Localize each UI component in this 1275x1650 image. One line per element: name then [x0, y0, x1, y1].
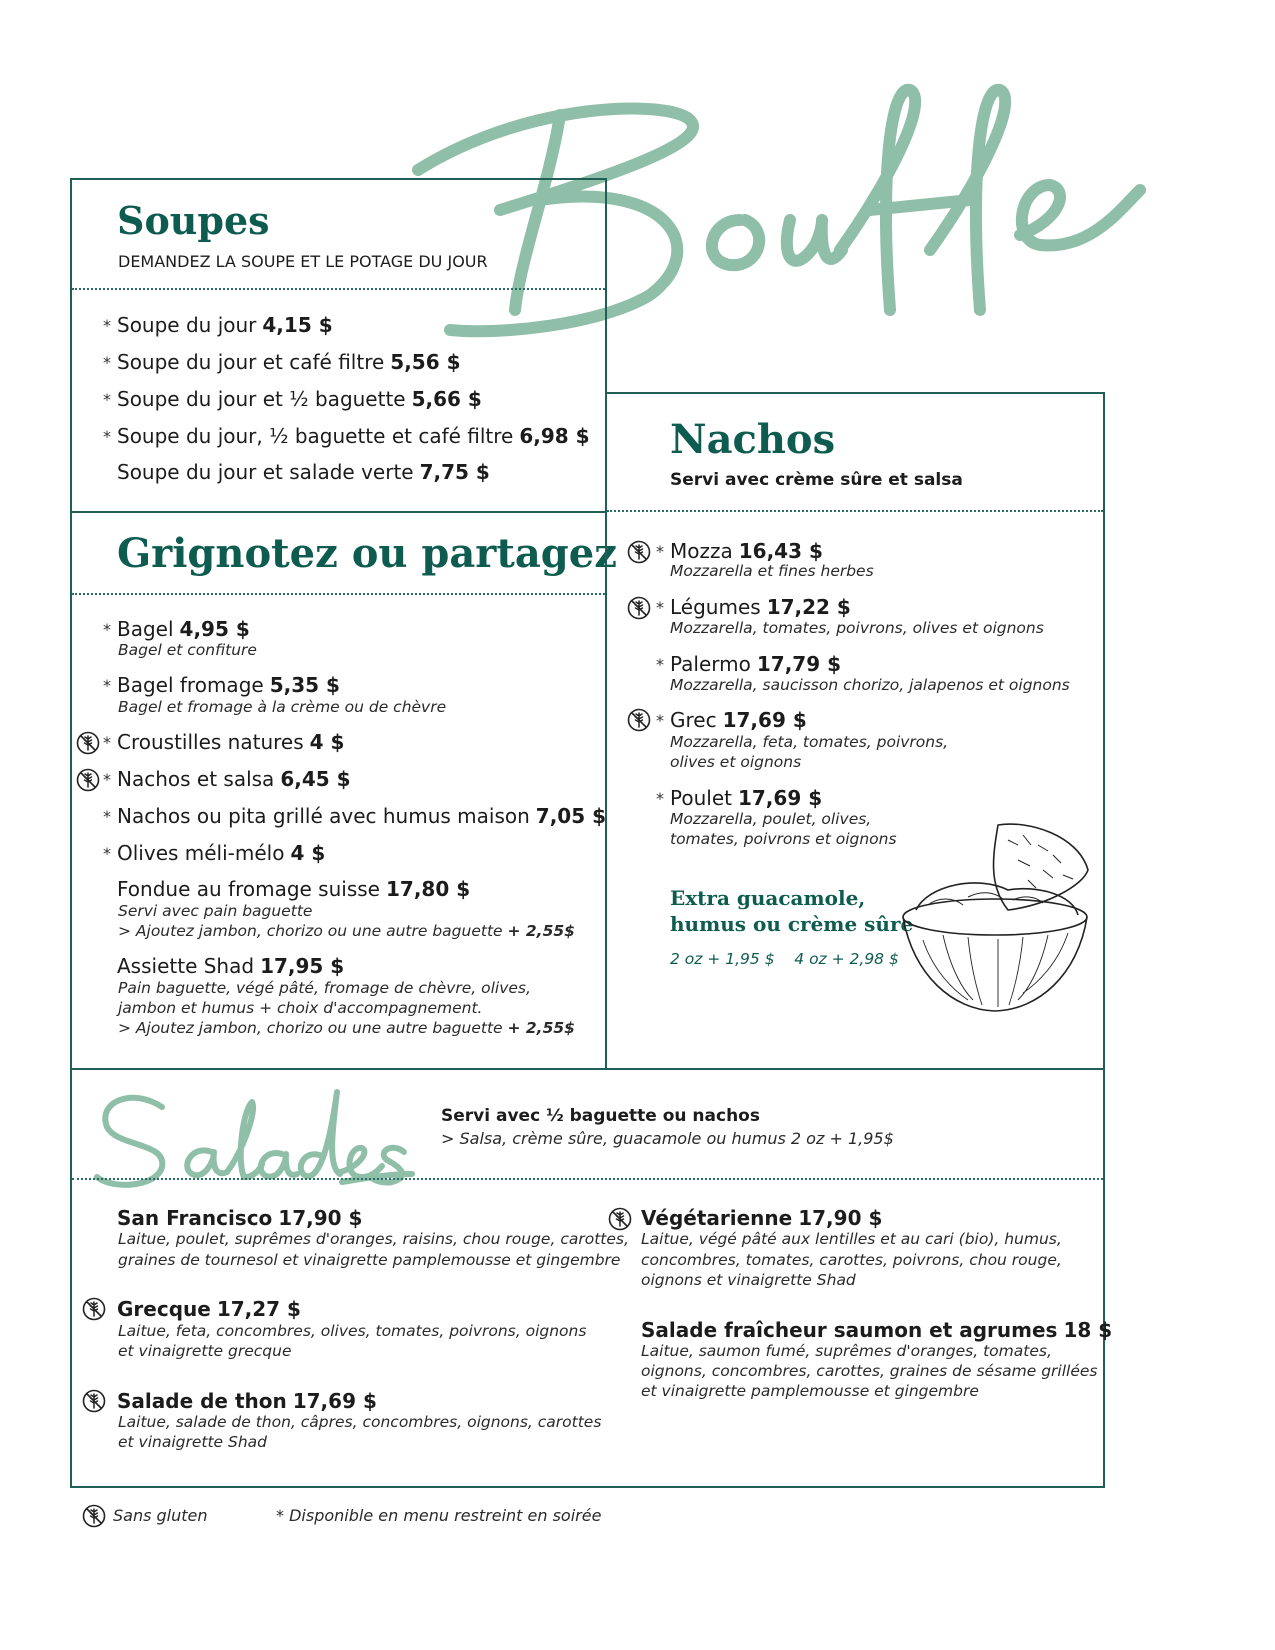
- gluten-free-icon: [82, 1504, 106, 1528]
- salades-subtitle-2: > Salsa, crème sûre, guacamole ou humus 2 oz + 1,95$: [441, 1129, 894, 1148]
- soupe-item: Soupe du jour et ½ baguette 5,66 $: [117, 387, 482, 411]
- item-description: > Ajoutez jambon, chorizo ou une autre baguette + 2,55$: [118, 1019, 575, 1037]
- restricted-asterisk: *: [103, 733, 111, 752]
- item-description: Mozzarella, poulet, olives,: [670, 810, 872, 828]
- soupe-item: Soupe du jour et salade verte 7,75 $: [117, 460, 490, 484]
- restricted-asterisk: *: [103, 427, 111, 446]
- legend-gluten-free: Sans gluten: [113, 1506, 208, 1525]
- restricted-asterisk: *: [103, 770, 111, 789]
- grignotez-item: Olives méli-mélo 4 $: [117, 841, 326, 865]
- item-description: Laitue, salade de thon, câpres, concombres, oignons, carottes: [118, 1413, 602, 1431]
- salade-item: Grecque 17,27 $: [117, 1297, 301, 1321]
- restricted-asterisk: *: [103, 316, 111, 335]
- guacamole-bowl-illustration: [898, 815, 1093, 1020]
- item-description: Mozzarella, saucisson chorizo, jalapenos et oignons: [670, 676, 1070, 694]
- nachos-heading: Nachos: [670, 416, 836, 463]
- item-description: graines de tournesol et vinaigrette pamplemousse et gingembre: [118, 1251, 621, 1269]
- divider: [72, 288, 605, 290]
- grignotez-heading: Grignotez ou partagez: [117, 530, 617, 577]
- restricted-asterisk: *: [656, 542, 664, 561]
- item-description: Mozzarella, tomates, poivrons, olives et oignons: [670, 619, 1044, 637]
- restricted-asterisk: *: [656, 711, 664, 730]
- item-description: Bagel et confiture: [118, 641, 257, 659]
- salade-item: Végétarienne 17,90 $: [641, 1206, 883, 1230]
- grignotez-item: Bagel fromage 5,35 $: [117, 673, 340, 697]
- salade-item: San Francisco 17,90 $: [117, 1206, 363, 1230]
- item-description: et vinaigrette Shad: [118, 1433, 268, 1451]
- item-description: jambon et humus + choix d'accompagnement.: [118, 999, 483, 1017]
- restricted-asterisk: *: [103, 390, 111, 409]
- gluten-free-icon: [608, 1207, 632, 1231]
- gluten-free-icon: [627, 596, 651, 620]
- grignotez-item: Nachos ou pita grillé avec humus maison 7,05 $: [117, 804, 607, 828]
- restricted-asterisk: *: [656, 789, 664, 808]
- item-description: tomates, poivrons et oignons: [670, 830, 897, 848]
- item-description: concombres, tomates, carottes, poivrons, chou rouge,: [641, 1251, 1062, 1269]
- divider: [72, 593, 605, 595]
- restricted-asterisk: *: [103, 620, 111, 639]
- grignotez-item: Assiette Shad 17,95 $: [117, 954, 345, 978]
- salade-item: Salade fraîcheur saumon et agrumes 18 $: [641, 1318, 1113, 1342]
- gluten-free-icon: [76, 768, 100, 792]
- restricted-asterisk: *: [656, 655, 664, 674]
- nachos-item: Légumes 17,22 $: [670, 595, 851, 619]
- item-description: > Ajoutez jambon, chorizo ou une autre baguette + 2,55$: [118, 922, 575, 940]
- extra-title: Extra guacamole, humus ou crème sûre: [670, 886, 914, 936]
- gluten-free-icon: [82, 1297, 106, 1321]
- item-description: oignons, concombres, carottes, graines de sésame grillées: [641, 1362, 1098, 1380]
- extra-prices: 2 oz + 1,95 $ 4 oz + 2,98 $: [670, 950, 899, 968]
- restricted-asterisk: *: [103, 676, 111, 695]
- item-description: et vinaigrette pamplemousse et gingembre: [641, 1382, 979, 1400]
- salade-item: Salade de thon 17,69 $: [117, 1389, 377, 1413]
- item-description: Laitue, poulet, suprêmes d'oranges, raisins, chou rouge, carottes,: [118, 1230, 629, 1248]
- item-description: Servi avec pain baguette: [118, 902, 313, 920]
- grignotez-item: Bagel 4,95 $: [117, 617, 250, 641]
- item-description: Mozzarella, feta, tomates, poivrons,: [670, 733, 949, 751]
- nachos-item: Mozza 16,43 $: [670, 539, 823, 563]
- restricted-asterisk: *: [103, 807, 111, 826]
- gluten-free-icon: [627, 540, 651, 564]
- item-description: Mozzarella et fines herbes: [670, 562, 874, 580]
- nachos-item: Palermo 17,79 $: [670, 652, 842, 676]
- soupe-item: Soupe du jour 4,15 $: [117, 313, 333, 337]
- divider: [607, 510, 1103, 512]
- restricted-asterisk: *: [656, 598, 664, 617]
- grignotez-item: Nachos et salsa 6,45 $: [117, 767, 351, 791]
- nachos-item: Grec 17,69 $: [670, 708, 807, 732]
- restricted-asterisk: *: [103, 353, 111, 372]
- gluten-free-icon: [627, 708, 651, 732]
- gluten-free-icon: [82, 1389, 106, 1413]
- nachos-subtitle: Servi avec crème sûre et salsa: [670, 470, 963, 490]
- item-description: Laitue, saumon fumé, suprêmes d'oranges, tomates,: [641, 1342, 1052, 1360]
- soupe-item: Soupe du jour et café filtre 5,56 $: [117, 350, 461, 374]
- gluten-free-icon: [76, 731, 100, 755]
- item-description: Pain baguette, végé pâté, fromage de chèvre, olives,: [118, 979, 531, 997]
- item-description: Laitue, végé pâté aux lentilles et au cari (bio), humus,: [641, 1230, 1062, 1248]
- nachos-item: Poulet 17,69 $: [670, 786, 823, 810]
- item-description: et vinaigrette grecque: [118, 1342, 292, 1360]
- grignotez-item: Fondue au fromage suisse 17,80 $: [117, 877, 471, 901]
- item-description: Laitue, feta, concombres, olives, tomates, poivrons, oignons: [118, 1322, 587, 1340]
- divider: [72, 1178, 1103, 1180]
- item-description: olives et oignons: [670, 753, 802, 771]
- soupes-heading: Soupes: [117, 198, 270, 243]
- soupe-item: Soupe du jour, ½ baguette et café filtre 6,98 $: [117, 424, 590, 448]
- item-description: oignons et vinaigrette Shad: [641, 1271, 856, 1289]
- restricted-asterisk: *: [103, 844, 111, 863]
- soupes-subtitle: DEMANDEZ LA SOUPE ET LE POTAGE DU JOUR: [118, 252, 488, 271]
- item-description: Bagel et fromage à la crème ou de chèvre: [118, 698, 447, 716]
- salades-subtitle: Servi avec ½ baguette ou nachos: [441, 1106, 760, 1126]
- legend-restricted: * Disponible en menu restreint en soirée: [276, 1506, 602, 1525]
- grignotez-item: Croustilles natures 4 $: [117, 730, 345, 754]
